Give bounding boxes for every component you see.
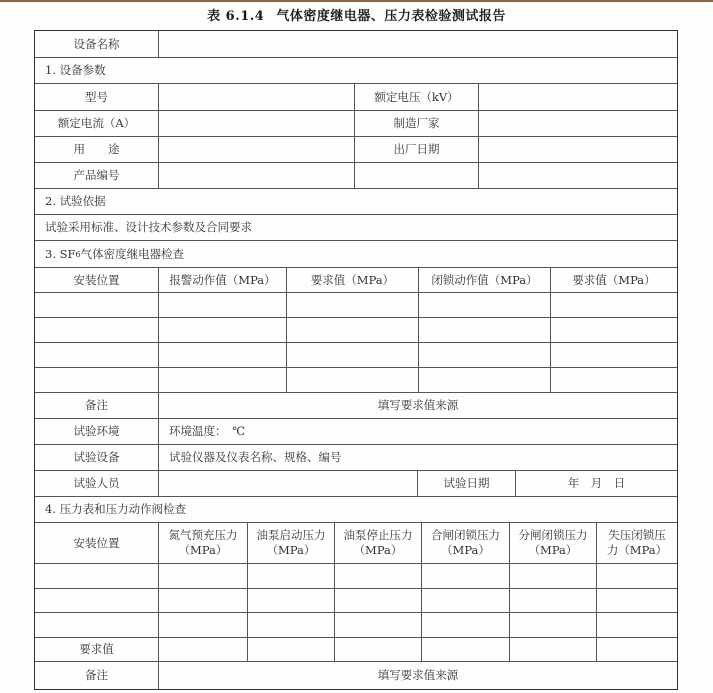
s4-row2-cell[interactable]	[248, 589, 335, 613]
page-title	[0, 5, 713, 24]
s3-row3-lockout[interactable]	[419, 343, 551, 368]
s4-row3-cell[interactable]	[159, 613, 248, 638]
manufacturer-field[interactable]	[479, 111, 677, 137]
s4-required-cell[interactable]	[335, 638, 422, 662]
s4-row1-cell[interactable]	[422, 564, 510, 589]
col-alarm-value: 报警动作值（MPa）	[159, 268, 287, 293]
purpose-label: 用 途	[35, 137, 159, 163]
top-border-bar	[0, 0, 713, 2]
s3-row1-lockout-req[interactable]	[551, 293, 677, 318]
table-title: 气体密度继电器、压力表检验测试报告	[276, 9, 506, 24]
s3-row3-location[interactable]	[35, 343, 159, 368]
s3-row3-lockout-req[interactable]	[551, 343, 677, 368]
test-date-field[interactable]: 年 月 日	[516, 471, 677, 497]
s4-required-cell[interactable]	[597, 638, 677, 662]
s3-row3-alarm-req[interactable]	[287, 343, 419, 368]
s4-col-open-lockout: 分闸闭锁压力 （MPa）	[510, 523, 597, 564]
s3-row2-alarm-req[interactable]	[287, 318, 419, 343]
blank-value-cell[interactable]	[479, 163, 677, 189]
s4-required-cell[interactable]	[248, 638, 335, 662]
s4-required-cell[interactable]	[510, 638, 597, 662]
s3-row4-lockout-req[interactable]	[551, 368, 677, 393]
test-basis-text: 试验采用标准、设计技术参数及合同要求	[35, 215, 677, 241]
s4-row3-cell[interactable]	[422, 613, 510, 638]
s4-row2-cell[interactable]	[422, 589, 510, 613]
table-number: 表 6.1.4	[207, 9, 265, 24]
model-label: 型号	[35, 84, 159, 111]
section1-heading: 1. 设备参数	[35, 58, 677, 84]
s4-row2-location[interactable]	[35, 589, 159, 613]
col-install-location: 安装位置	[35, 268, 159, 293]
s4-col-pressure-loss-lockout: 失压闭锁压 力（MPa）	[597, 523, 677, 564]
manufacturer-label: 制造厂家	[355, 111, 479, 137]
s4-row2-cell[interactable]	[335, 589, 422, 613]
test-environment-field[interactable]: 环境温度： ℃	[159, 419, 677, 445]
test-date-label: 试验日期	[418, 471, 516, 497]
s4-row1-cell[interactable]	[597, 564, 677, 589]
device-name-label: 设备名称	[35, 31, 159, 58]
report-form	[34, 30, 678, 690]
rated-voltage-label: 额定电压（kV）	[355, 84, 479, 111]
s4-col-pump-start: 油泵启动压力 （MPa）	[248, 523, 335, 564]
s4-row1-cell[interactable]	[248, 564, 335, 589]
device-name-field[interactable]	[159, 31, 677, 58]
section4-heading: 4. 压力表和压力动作阀检查	[35, 497, 677, 523]
s3-row1-alarm-req[interactable]	[287, 293, 419, 318]
s4-row3-cell[interactable]	[248, 613, 335, 638]
s3-row4-alarm-req[interactable]	[287, 368, 419, 393]
s4-row3-cell[interactable]	[335, 613, 422, 638]
s4-row1-location[interactable]	[35, 564, 159, 589]
s4-col-pump-stop: 油泵停止压力 （MPa）	[335, 523, 422, 564]
rated-voltage-field[interactable]	[479, 84, 677, 111]
s4-row1-cell[interactable]	[335, 564, 422, 589]
s4-col-close-lockout: 合闸闭锁压力 （MPa）	[422, 523, 510, 564]
s4-row1-cell[interactable]	[510, 564, 597, 589]
s3-row4-lockout[interactable]	[419, 368, 551, 393]
rated-current-label: 额定电流（A）	[35, 111, 159, 137]
s3-row1-alarm[interactable]	[159, 293, 287, 318]
s4-remark-label: 备注	[35, 662, 159, 689]
model-field[interactable]	[159, 84, 355, 111]
s4-col-nitrogen-precharge: 氮气预充压力 （MPa）	[159, 523, 248, 564]
s3-row1-lockout[interactable]	[419, 293, 551, 318]
s4-col-install-location: 安装位置	[35, 523, 159, 564]
test-equipment-label: 试验设备	[35, 445, 159, 471]
test-personnel-label: 试验人员	[35, 471, 159, 497]
blank-label-cell	[355, 163, 479, 189]
s3-row2-lockout[interactable]	[419, 318, 551, 343]
s4-row3-cell[interactable]	[597, 613, 677, 638]
s4-required-cell[interactable]	[422, 638, 510, 662]
section3-heading: 3. SF 6 气体密度继电器检查	[35, 241, 677, 268]
purpose-field[interactable]	[159, 137, 355, 163]
test-personnel-field[interactable]	[159, 471, 418, 497]
test-environment-label: 试验环境	[35, 419, 159, 445]
s4-remark-field[interactable]: 填写要求值来源	[377, 668, 459, 682]
s4-row2-cell[interactable]	[597, 589, 677, 613]
s3-row2-alarm[interactable]	[159, 318, 287, 343]
s4-required-label: 要求值	[35, 638, 159, 662]
s4-row2-cell[interactable]	[510, 589, 597, 613]
s3-row2-location[interactable]	[35, 318, 159, 343]
s4-row3-location[interactable]	[35, 613, 159, 638]
rated-current-field[interactable]	[159, 111, 355, 137]
s3-row2-lockout-req[interactable]	[551, 318, 677, 343]
manufacture-date-label: 出厂日期	[355, 137, 479, 163]
s4-required-cell[interactable]	[159, 638, 248, 662]
section2-heading: 2. 试验依据	[35, 189, 677, 215]
col-alarm-required: 要求值（MPa）	[287, 268, 419, 293]
s3-row3-alarm[interactable]	[159, 343, 287, 368]
s3-remark-field[interactable]: 填写要求值来源	[159, 393, 677, 419]
s3-row4-alarm[interactable]	[159, 368, 287, 393]
test-equipment-field[interactable]: 试验仪器及仪表名称、规格、编号	[159, 445, 677, 471]
s4-row2-cell[interactable]	[159, 589, 248, 613]
s4-row1-cell[interactable]	[159, 564, 248, 589]
s3-remark-label: 备注	[35, 393, 159, 419]
col-lockout-required: 要求值（MPa）	[551, 268, 677, 293]
product-number-field[interactable]	[159, 163, 355, 189]
s3-row1-location[interactable]	[35, 293, 159, 318]
s3-row4-location[interactable]	[35, 368, 159, 393]
product-number-label: 产品编号	[35, 163, 159, 189]
manufacture-date-field[interactable]	[479, 137, 677, 163]
s4-row3-cell[interactable]	[510, 613, 597, 638]
col-lockout-value: 闭锁动作值（MPa）	[419, 268, 551, 293]
